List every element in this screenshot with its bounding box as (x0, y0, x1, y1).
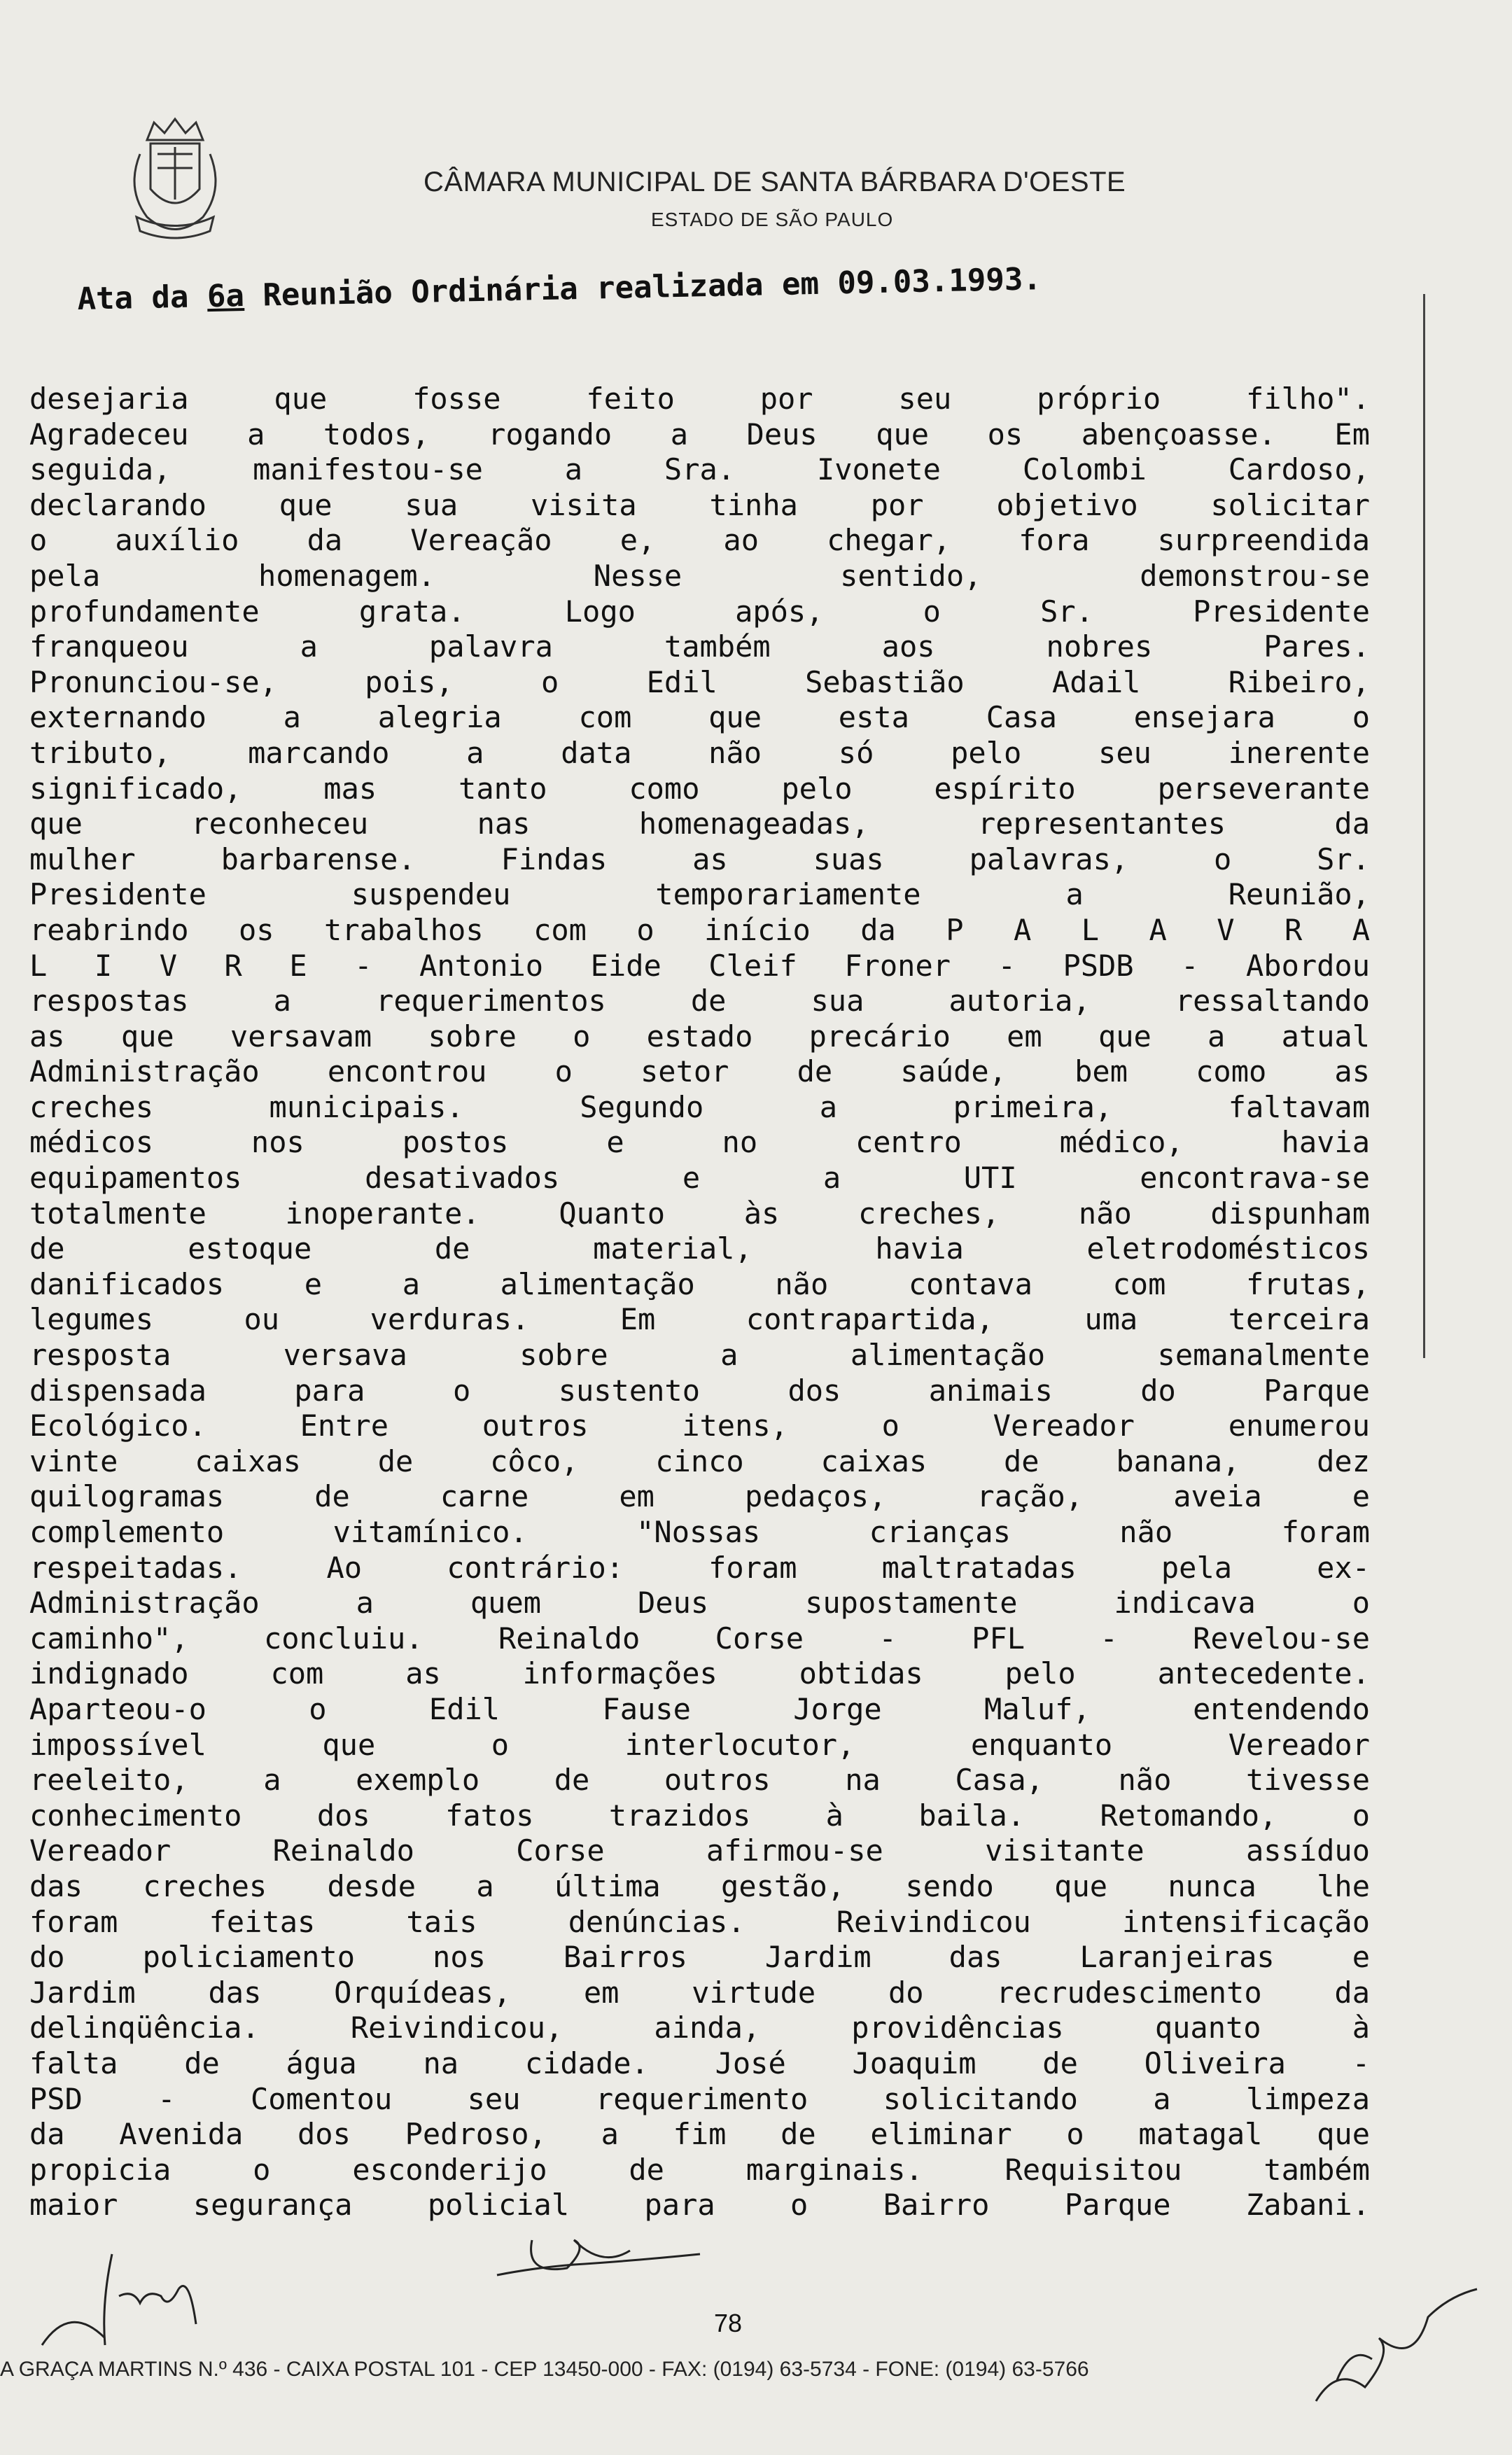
institution-state: ESTADO DE SÃO PAULO (651, 209, 894, 230)
text-line: propicia o esconderijo de marginais. Requisitou também (29, 2152, 1370, 2187)
text-line: Presidente suspendeu temporariamente a Reunião, (29, 877, 1370, 912)
text-line: delinqüência. Reivindicou, ainda, providências quanto à (29, 2010, 1370, 2045)
text-line: Ecológico. Entre outros itens, o Vereador enumerou (29, 1408, 1370, 1443)
title-prefix: Ata da (77, 279, 208, 317)
text-line: caminho", concluiu. Reinaldo Corse - PFL - Revelou-se (29, 1621, 1370, 1656)
text-line: Vereador Reinaldo Corse afirmou-se visitante assíduo (29, 1833, 1370, 1868)
title-suffix: Reunião Ordinária realizada em 09.03.1993. (244, 261, 1042, 314)
institution-name: CÂMARA MUNICIPAL DE SANTA BÁRBARA D'OESTE (424, 167, 1126, 197)
text-line: significado, mas tanto como pelo espírito perseverante (29, 771, 1370, 806)
text-line: dispensada para o sustento dos animais do Parque (29, 1373, 1370, 1408)
text-line: respostas a requerimentos de sua autoria, ressaltando (29, 984, 1370, 1019)
text-line: complemento vitamínico. "Nossas crianças não foram (29, 1515, 1370, 1549)
text-line: médicos nos postos e no centro médico, havia (29, 1125, 1370, 1160)
text-line: desejaria que fosse feito por seu próprio filho". (29, 382, 1370, 416)
text-line: declarando que sua visita tinha por objetivo solicitar (29, 487, 1370, 522)
text-line: resposta versava sobre a alimentação semanalmente (29, 1338, 1370, 1373)
text-line: mulher barbarense. Findas as suas palavras, o Sr. (29, 841, 1370, 876)
text-line: equipamentos desativados e a UTI encontrava-se (29, 1161, 1370, 1196)
text-line: do policiamento nos Bairros Jardim das Laranjeiras e (29, 1940, 1370, 1975)
text-line: externando a alegria com que esta Casa ensejara o (29, 700, 1370, 735)
text-line: profundamente grata. Logo após, o Sr. Presidente (29, 594, 1370, 629)
text-line: L I V R E - Antonio Eide Cleif Froner - PSDB - Abordou (29, 948, 1370, 983)
text-line: as que versavam sobre o estado precário em que a atual (29, 1019, 1370, 1054)
text-line: totalmente inoperante. Quanto às creches, não dispunham (29, 1196, 1370, 1231)
signature-mark-left (28, 2247, 266, 2352)
text-line: seguida, manifestou-se a Sra. Ivonete Colombi Cardoso, (29, 452, 1370, 487)
text-line: creches municipais. Segundo a primeira, faltavam (29, 1089, 1370, 1124)
title-ordinal: 6a (206, 278, 245, 315)
text-line: falta de água na cidade. José Joaquim de Oliveira - (29, 2045, 1370, 2080)
text-line: Aparteou-o o Edil Fause Jorge Maluf, entendendo (29, 1691, 1370, 1726)
text-line: indignado com as informações obtidas pelo antecedente. (29, 1656, 1370, 1691)
text-line: o auxílio da Vereação e, ao chegar, fora surpreendida (29, 523, 1370, 558)
text-line: Jardim das Orquídeas, em virtude do recrudescimento da (29, 1975, 1370, 2010)
signature-mark (490, 2226, 714, 2289)
text-line: reabrindo os trabalhos com o início da P A L A V R A (29, 912, 1370, 947)
text-line: tributo, marcando a data não só pelo seu inerente (29, 735, 1370, 770)
text-line: respeitadas. Ao contrário: foram maltratadas pela ex- (29, 1550, 1370, 1585)
text-line: reeleito, a exemplo de outros na Casa, não tivesse (29, 1763, 1370, 1798)
text-line: foram feitas tais denúncias. Reivindicou intensificação (29, 1904, 1370, 1939)
text-line: da Avenida dos Pedroso, a fim de eliminar o matagal que (29, 2117, 1370, 2152)
text-line: das creches desde a última gestão, sendo que nunca lhe (29, 1868, 1370, 1903)
text-line: PSD - Comentou seu requerimento solicitando a limpeza (29, 2081, 1370, 2116)
coat-of-arms-icon (119, 112, 231, 252)
text-line: franqueou a palavra também aos nobres Pares. (29, 629, 1370, 664)
text-line: legumes ou verduras. Em contrapartida, uma terceira (29, 1302, 1370, 1337)
text-line: Administração encontrou o setor de saúde, bem como as (29, 1054, 1370, 1089)
address-footer: A GRAÇA MARTINS N.º 436 - CAIXA POSTAL 101 - CEP 13450-000 - FAX: (0194) 63-5734 - FONE: (0194) 63-5766 (0, 2358, 1089, 2381)
text-line: Agradeceu a todos, rogando a Deus que os abençoasse. Em (29, 417, 1370, 452)
minutes-body (29, 382, 1370, 2223)
text-line: maior segurança policial para o Bairro Parque Zabani. (29, 2188, 1370, 2223)
document-title (77, 255, 1352, 317)
text-line: Pronunciou-se, pois, o Edil Sebastião Adail Ribeiro, (29, 664, 1370, 699)
text-line: pela homenagem. Nesse sentido, demonstrou-se (29, 558, 1370, 593)
text-line: que reconheceu nas homenageadas, representantes da (29, 806, 1370, 841)
text-line: quilogramas de carne em pedaços, ração, aveia e (29, 1479, 1370, 1514)
page-number: 78 (714, 2309, 743, 2337)
text-line: vinte caixas de côco, cinco caixas de banana, dez (29, 1443, 1370, 1478)
text-line: de estoque de material, havia eletrodomésticos (29, 1231, 1370, 1266)
text-line: Administração a quem Deus supostamente indicava o (29, 1586, 1370, 1621)
margin-rule (1423, 294, 1425, 1358)
signature-mark-right (1295, 2275, 1491, 2415)
text-line: impossível que o interlocutor, enquanto Vereador (29, 1727, 1370, 1762)
text-line: danificados e a alimentação não contava com frutas, (29, 1266, 1370, 1301)
text-line: conhecimento dos fatos trazidos à baila. Retomando, o (29, 1798, 1370, 1833)
